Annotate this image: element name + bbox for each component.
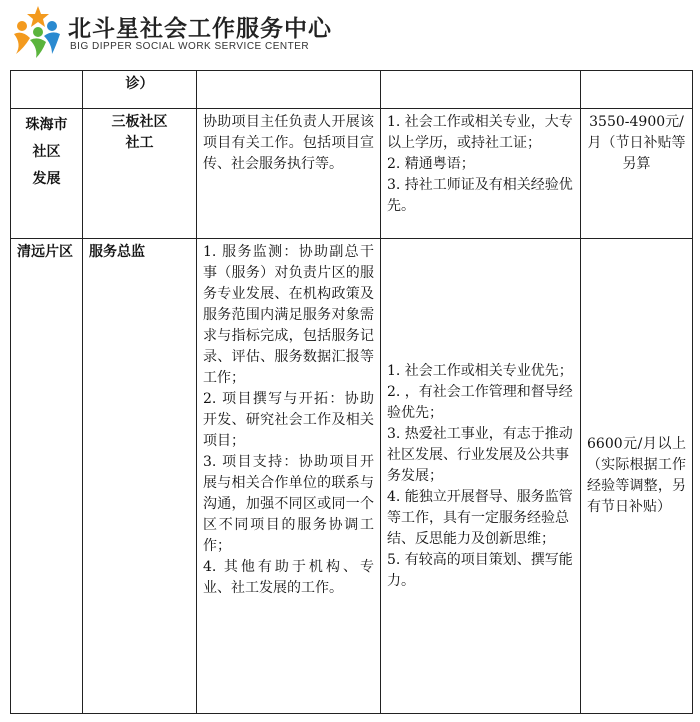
position-cell: 三板社区 社工: [83, 109, 197, 239]
big-dipper-logo-icon: [8, 4, 64, 60]
org-name-en: BIG DIPPER SOCIAL WORK SERVICE CENTER: [70, 41, 310, 52]
salary-cell: [581, 71, 693, 109]
org-name-cn: 北斗星社会工作服务中心: [68, 16, 332, 42]
requirements-cell: 1. 社会工作或相关专业，大专以上学历，或持社工证； 2. 精通粤语； 3. 持社工师证及有相关经验优先。: [381, 109, 581, 239]
table-row: [11, 109, 693, 239]
duties-cell: [197, 71, 381, 109]
job-listing-table: [10, 70, 693, 714]
requirements-cell: 1. 社会工作或相关专业优先； 2. ，有社会工作管理和督导经验优先； 3. 热爱社工事业，有志于推动社区发展、行业发展及公共事务发展； 4. 能独立开展督导、服务监管等工作，具有一定服务经验总结、反思能力及创新思维； 5. 有较高的项目策划、撰写能力。: [381, 239, 581, 714]
region-cell: 清远片区: [11, 239, 83, 714]
duties-cell: 1. 服务监测：协助副总干事（服务）对负责片区的服务专业发展、在机构政策及服务范围内满足服务对象需求与指标完成，包括服务记录、评估、服务数据汇报等工作； 2. 项目撰写与开拓：协助开发、研究社会工作及相关项目； 3. 项目支持：协助项目开展与相关合作单位的联系与沟通，加强不同区或同一个区不同项目的服务协调工作； 4. 其他有助于机构、专业、社工发展的工作。: [197, 239, 381, 714]
region-cell: [11, 71, 83, 109]
requirements-cell: [381, 71, 581, 109]
table-row: [11, 71, 693, 109]
salary-cell: 6600元/月以上（实际根据工作经验等调整，另有节日补贴）: [581, 239, 693, 714]
table-row: [11, 239, 693, 714]
duties-cell: 协助项目主任负责人开展该项目有关工作。包括项目宣传、社会服务执行等。: [197, 109, 381, 239]
salary-cell: 3550-4900元/月（节日补贴等另算: [581, 109, 693, 239]
position-cell: 诊）: [83, 71, 197, 109]
page-header: [0, 0, 700, 72]
region-cell: 珠海市 社区 发展: [11, 109, 83, 239]
position-cell: 服务总监: [83, 239, 197, 714]
